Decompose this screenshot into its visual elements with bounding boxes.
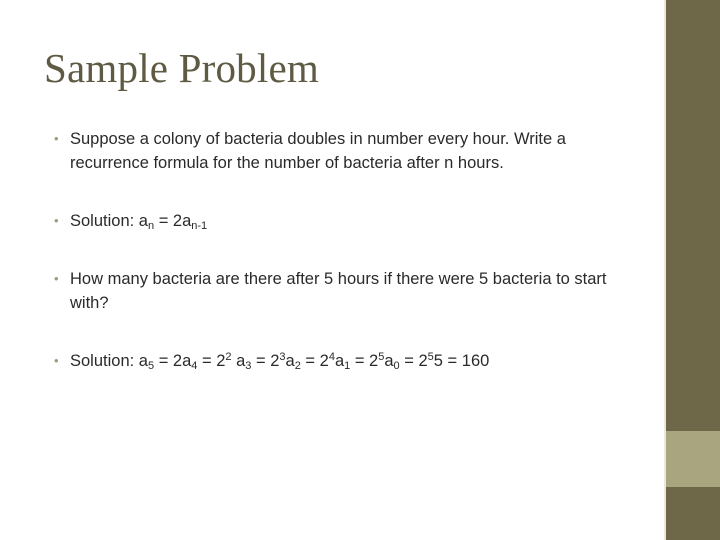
solution-formula — [70, 212, 207, 230]
formula-subscript: 1 — [344, 360, 351, 372]
sidebar-accent-block — [666, 431, 720, 487]
slide-title: Sample Problem — [44, 45, 319, 91]
formula-subscript: 2 — [294, 360, 301, 372]
bullet-question — [54, 267, 639, 315]
formula-text: a — [231, 352, 246, 370]
formula-text: Solution: a — [70, 352, 148, 370]
formula-text: = 2a — [154, 352, 192, 370]
formula-exponent: 3 — [279, 351, 286, 363]
formula-subscript: 0 — [393, 360, 400, 372]
formula-text: = 2 — [197, 352, 226, 370]
formula-subscript: 3 — [245, 360, 252, 372]
formula-exponent: 5 — [378, 351, 385, 363]
formula-text: = 2 — [350, 352, 379, 370]
formula-exponent: 2 — [225, 351, 232, 363]
formula-text: = 2a — [154, 212, 192, 230]
formula-text: 5 = 160 — [433, 352, 490, 370]
formula-text: = 2 — [251, 352, 280, 370]
formula-subscript: 5 — [147, 360, 155, 372]
bullet-dot-icon: • — [54, 353, 59, 368]
bullet-text: How many bacteria are there after 5 hours if there were 5 bacteria to start with? — [70, 270, 607, 312]
bullet-dot-icon: • — [54, 271, 59, 286]
formula-subscript: 4 — [191, 360, 198, 372]
solution-calculation — [70, 352, 489, 370]
formula-subscript: n-1 — [191, 220, 208, 232]
formula-exponent: 4 — [328, 351, 335, 363]
bullet-solution-formula — [54, 209, 639, 233]
bullet-text: Suppose a colony of bacteria doubles in number every hour. Write a recurrence formula for the number of bacteria after n hours. — [70, 130, 566, 172]
formula-exponent: 5 — [427, 351, 434, 363]
formula-text: a — [334, 352, 345, 370]
bullet-solution-calculation — [54, 349, 639, 373]
bullet-problem-statement — [54, 127, 639, 175]
formula-subscript: n — [147, 220, 155, 232]
formula-text: = 2 — [300, 352, 329, 370]
formula-text: Solution: a — [70, 212, 148, 230]
bullet-dot-icon: • — [54, 213, 59, 228]
formula-text: a — [384, 352, 394, 370]
formula-text: = 2 — [399, 352, 428, 370]
bullet-list — [54, 127, 639, 373]
formula-text: a — [285, 352, 295, 370]
bullet-dot-icon: • — [54, 131, 59, 146]
